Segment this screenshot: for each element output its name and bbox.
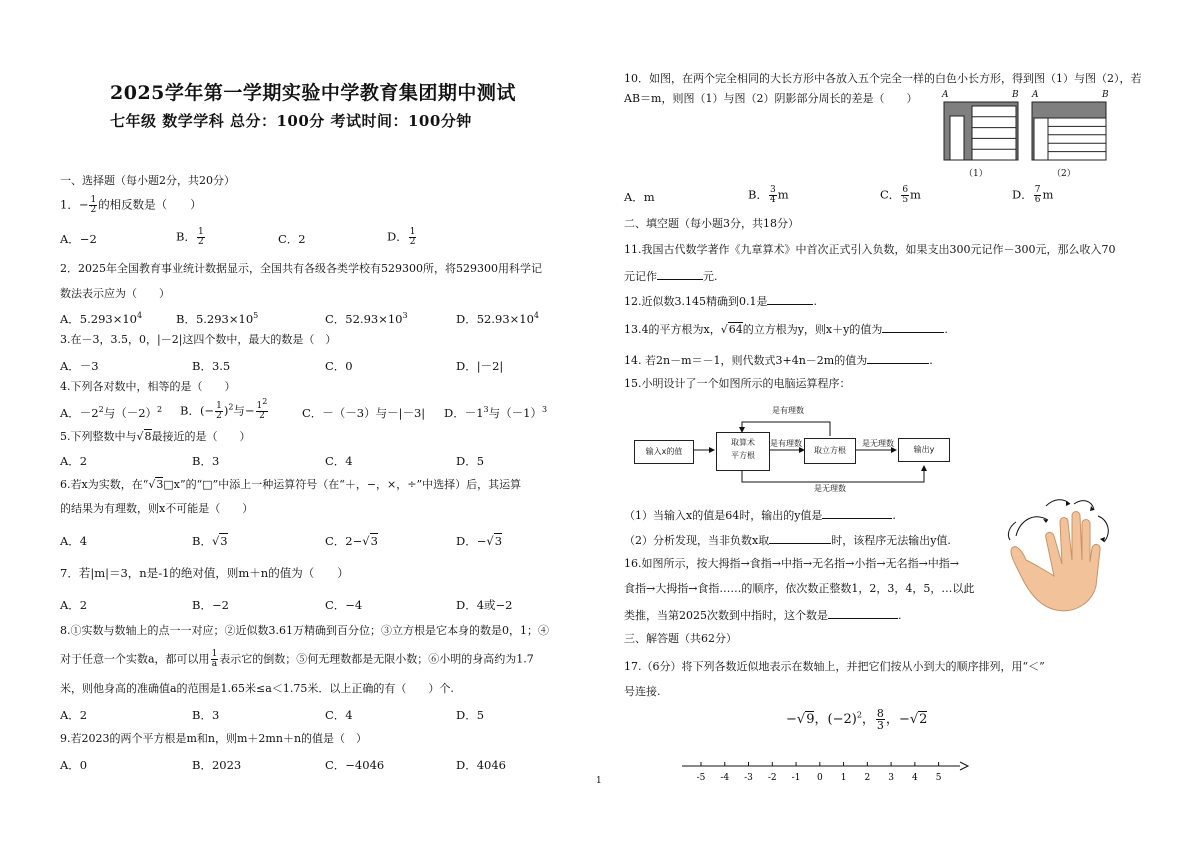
question-10-line1: 10．如图，在两个完全相同的大长方形中各放入五个完全一样的白色小长方形，得到图（1）与图（2），若 <box>624 72 1142 85</box>
question-17-line2: 号连接. <box>624 685 661 698</box>
option-b: B．2023 <box>192 758 242 772</box>
option-d: D．5 <box>456 708 485 722</box>
option-c: C．−4046 <box>325 758 385 772</box>
flow-label-irrational-mid: 是无理数 <box>862 439 894 448</box>
option-c: C． $\frac{6}{5}$ m <box>880 185 921 205</box>
question-15: 15.小明设计了一个如图所示的电脑运算程序： <box>624 377 851 390</box>
option-c: C．$52.93\times 10^3$ <box>325 311 408 326</box>
exam-title: 2025学年第一学期实验中学教育集团期中测试 <box>110 82 516 104</box>
number-line-tick-label: 2 <box>864 773 871 783</box>
numbers-to-place: −√9，$(-2)^2$， $\frac{8}{3}$ ，−√2 <box>786 707 928 732</box>
section-heading: 二、填空题（每小题3分，共18分） <box>624 217 799 230</box>
question-3: 3.在－3，3.5，0，|－2|这四个数中，最大的数是（ ） <box>60 333 337 346</box>
option-b: B．3 <box>192 708 220 722</box>
question-11-line2: 元记作 元. <box>624 270 718 283</box>
option-d: D．$-1^3$与$(-1)^3$ <box>444 405 548 420</box>
option-b: B．3.5 <box>192 359 231 373</box>
question-10-line2: AB＝m，则图（1）与图（2）阴影部分周长的差是（ ） <box>624 92 918 105</box>
question-16-line1: 16.如图所示，按大拇指→食指→中指→无名指→小指→无名指→中指→ <box>624 557 960 570</box>
option-c: C．2−√3 <box>325 534 378 548</box>
question-6-line1: 6.若x为实数，在“√3□x”的“□”中添上一种运算符号（在“＋，−，×，÷”中选择）后，其运算 <box>60 478 522 491</box>
fig1-label-a: A <box>942 90 949 100</box>
number-line-tick-label: -1 <box>791 773 801 783</box>
question-7: 7．若|m|＝3，n是-1的绝对值，则m＋n的值为（ ） <box>60 566 349 580</box>
option-c: C．−4 <box>325 598 363 612</box>
question-8-line1: 8.①实数与数轴上的点一一对应；②近似数3.61万精确到百分位；③立方根是它本身的数是0，1；④ <box>60 624 549 637</box>
option-d: D．5 <box>456 454 485 468</box>
option-d: D．4046 <box>456 758 506 772</box>
option-a: A．$5.293\times 10^4$ <box>60 311 143 326</box>
number-line-tick-label: 0 <box>816 773 823 783</box>
option-a: A．0 <box>60 758 88 772</box>
flow-label-irrational-bottom: 是无理数 <box>814 484 846 493</box>
option-b: B． $\frac{3}{4}$ m <box>748 185 789 205</box>
option-d: D．|－2| <box>456 359 504 373</box>
fig2-caption: （2） <box>1052 169 1076 179</box>
number-line <box>670 754 970 784</box>
number-line-tick-label: 1 <box>840 773 847 783</box>
flow-label-rational-mid: 是有理数 <box>770 439 802 448</box>
option-a: A．m <box>624 190 655 204</box>
option-d: D． $\frac{7}{6}$ m <box>1012 185 1054 205</box>
section-heading: 一、选择题（每小题2分，共20分） <box>60 174 235 187</box>
option-a: A．2 <box>60 598 88 612</box>
option-d: D．$52.93\times 10^4$ <box>456 311 540 326</box>
option-c: C．0 <box>325 359 353 373</box>
question-2-line2: 数法表示应为（ ） <box>60 287 170 300</box>
question-16-line2: 食指→大拇指→食指……的顺序，依次数正整数1，2，3，4，5，…以此 <box>624 582 975 595</box>
question-12: 12.近似数3.145精确到0.1是 . <box>624 295 817 308</box>
option-c: C．4 <box>325 708 353 722</box>
question-5: 5.下列整数中与√8最接近的是（ ） <box>60 430 251 443</box>
number-line-tick-label: 3 <box>888 773 894 783</box>
question-2-line1: 2．2025年全国教育事业统计数据显示，全国共有各级各类学校有529300所，将529300用科学记 <box>60 262 542 275</box>
number-line-tick-label: 5 <box>935 773 942 783</box>
flow-output-box: 输出y <box>898 438 950 462</box>
number-line-arrow <box>960 762 968 770</box>
option-b: B． $\frac{1}{2}$ <box>176 227 204 247</box>
flow-sqrt-box: 取算术 平方根 <box>716 432 770 471</box>
page-number: 1 <box>596 776 602 786</box>
exam-subtitle: 七年级 数学学科 总分：100分 考试时间：100分钟 <box>110 112 472 130</box>
number-line-tick-label: -3 <box>744 773 753 783</box>
option-a: A．－3 <box>60 359 99 373</box>
right-column <box>600 0 1200 849</box>
option-d: D．4或−2 <box>456 598 513 612</box>
flow-label-rational-top: 是有理数 <box>772 406 804 415</box>
section-heading: 三、解答题（共62分） <box>624 632 737 645</box>
option-d: D． $\frac{1}{2}$ <box>387 227 416 247</box>
question-13: 13.4的平方根为x，√64的立方根为y，则x＋y的值为 . <box>624 323 948 336</box>
question-17-line1: 17.（6分）将下列各数近似地表示在数轴上，并把它们按从小到大的顺序排列，用“＜” <box>624 660 1045 673</box>
option-c: C．4 <box>325 454 353 468</box>
question-15-part1: （1）当输入x的值是64时，输出的y值是 . <box>624 509 896 522</box>
fig2-label-b: B <box>1102 90 1109 100</box>
option-a: A．2 <box>60 454 88 468</box>
fig1-caption: （1） <box>964 169 988 179</box>
option-d: D．−√3 <box>456 534 503 548</box>
option-b: B．(− $\frac{1}{2}$ )$^2$与− $\frac{1^2}{2}$ <box>180 397 268 421</box>
question-15-part2: （2）分析发现，当非负数x取 时，该程序无法输出y值. <box>624 534 951 547</box>
question-9: 9.若2023的两个平方根是m和n，则m＋2mn＋n的值是（ ） <box>60 732 368 745</box>
option-a: A．2 <box>60 708 88 722</box>
number-line-tick-label: -5 <box>696 773 706 783</box>
question-6-line2: 的结果为有理数，则x不可能是（ ） <box>60 502 254 515</box>
option-b: B．3 <box>192 454 220 468</box>
flow-input-box: 输入x的值 <box>634 440 694 464</box>
option-b: B．−2 <box>192 598 229 612</box>
option-a: A．−2 <box>60 232 97 246</box>
rectangle-figures <box>936 88 1116 178</box>
option-c: C．－（－3）与－|－3| <box>302 406 426 420</box>
option-a: A．$-2^2$与$(-2)^2$ <box>60 405 163 420</box>
question-11-line1: 11.我国古代数学著作《九章算术》中首次正式引入负数，如果支出300元记作－300元，那么收入70 <box>624 243 1116 256</box>
number-line-tick-label: -2 <box>767 773 777 783</box>
option-b: B．√3 <box>192 534 228 548</box>
question-14: 14. 若2n－m＝－1，则代数式3+4n－2m的值为 . <box>624 354 933 367</box>
option-a: A．4 <box>60 534 88 548</box>
question-4: 4.下列各对数中，相等的是（ ） <box>60 380 236 393</box>
number-line-tick-label: -4 <box>720 773 730 783</box>
question-8-line2: 对于任意一个实数a，都可以用 $\frac{1}{a}$ 表示它的倒数；⑤何无理数都是无限小数；⑥小明的身高约为1.7 <box>60 649 534 669</box>
question-8-line3: 米，则他身高的准确值a的范围是1.65米≤a＜1.75米．以上正确的有（ ）个. <box>60 682 454 695</box>
fig1-label-b: B <box>1012 90 1019 100</box>
number-line-tick-label: 4 <box>911 773 918 783</box>
question-1: 1．− $\frac{1}{2}$ 的相反数是（ ） <box>60 195 202 215</box>
hand-icon <box>1004 490 1122 620</box>
option-b: B．$5.293\times 10^5$ <box>176 311 259 326</box>
option-c: C．2 <box>278 232 306 246</box>
question-16-line3: 类推，当第2025次数到中指时，这个数是 . <box>624 609 902 622</box>
fig2-label-a: A <box>1032 90 1039 100</box>
flow-cube-box: 取立方根 <box>804 438 856 464</box>
